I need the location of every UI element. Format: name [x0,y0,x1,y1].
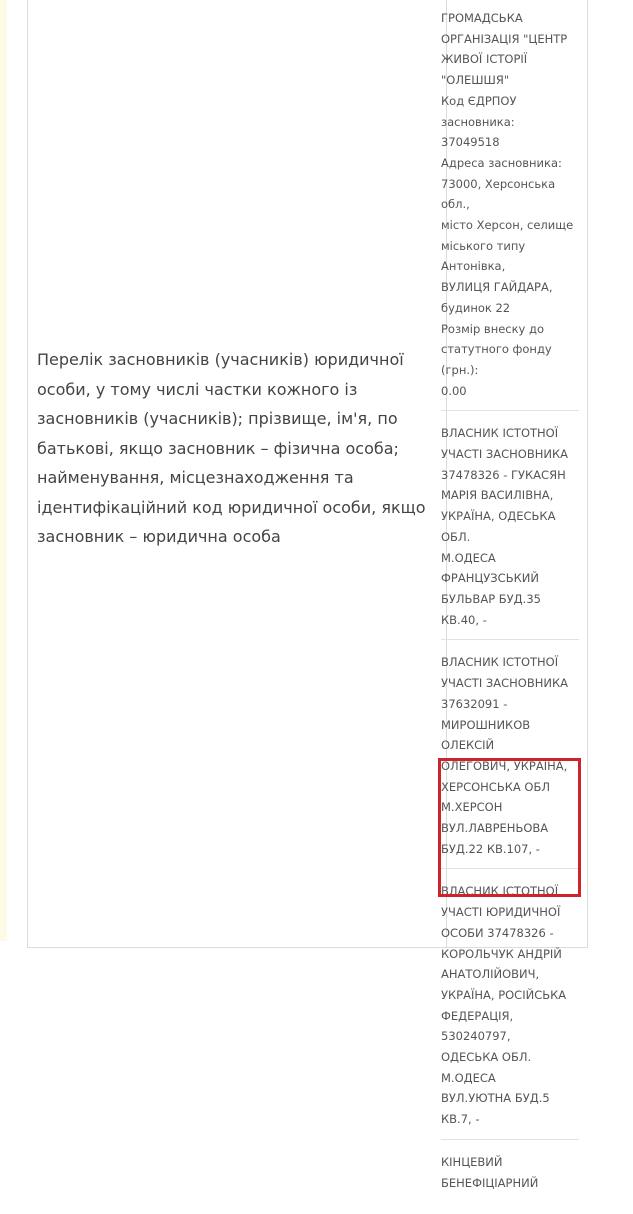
founder-entry-gukasyan: ВЛАСНИК ІСТОТНОЇ УЧАСТІ ЗАСНОВНИКА 37478326 - ГУКАСЯН МАРІЯ ВАСИЛІВНА, УКРАЇНА, ОДЕСЬКА ОБЛ. М.ОДЕСА ФРАНЦУЗСЬКИЙ БУЛЬВАР БУД.35 КВ.40, - [441,423,579,640]
founders-list [441,8,579,1214]
founder-entry-beneficiary: КІНЦЕВИЙ БЕНЕФІЦІАРНИЙ [441,1154,539,1190]
founder-entry-myroshnykov: ВЛАСНИК ІСТОТНОЇ УЧАСТІ ЗАСНОВНИКА 37632091 - МИРОШНИКОВ ОЛЕКСІЙ ОЛЕГОВИЧ, УКРАЇНА, ХЕРСОНСЬКА ОБЛ М.ХЕРСОН ВУЛ.ЛАВРЕНЬОВА БУД.22 КВ.107, - [441,652,579,869]
founders-label-cell: Перелік засновників (учасників) юридичної особи, у тому числі частки кожного із засновників (учасників); прізвище, ім'я, по батькові, якщо засновник – фізична особа; найменування, місцезнаходження та ідентифікаційний код юридичної особи, якщо засновник – юридична особа [37,350,426,546]
founders-table [27,0,588,1190]
page-margin-strip [0,0,7,941]
founder-entry-korolchuk: ВЛАСНИК ІСТОТНОЇ УЧАСТІ ЮРИДИЧНОЇ ОСОБИ 37478326 - КОРОЛЬЧУК АНДРІЙ АНАТОЛІЙОВИЧ, УКРАЇНА, РОСІЙСЬКА ФЕДЕРАЦІЯ, 530240797, ОДЕСЬКА ОБЛ. М.ОДЕСА ВУЛ.УЮТНА БУД.5 КВ.7, - [441,881,579,1139]
founder-entry-organization: ГРОМАДСЬКА ОРГАНІЗАЦІЯ "ЦЕНТР ЖИВОЇ ІСТОРІЇ "ОЛЕШШЯ" Код ЄДРПОУ засновника: 37049518 Адреса засновника: 73000, Херсонська обл., місто Херсон, селище міського типу Антонівка, ВУЛИЦЯ ГАЙДАРА, будинок 22 Розмір внеску до статутного фонду (грн.): 0.00 [441,8,579,411]
